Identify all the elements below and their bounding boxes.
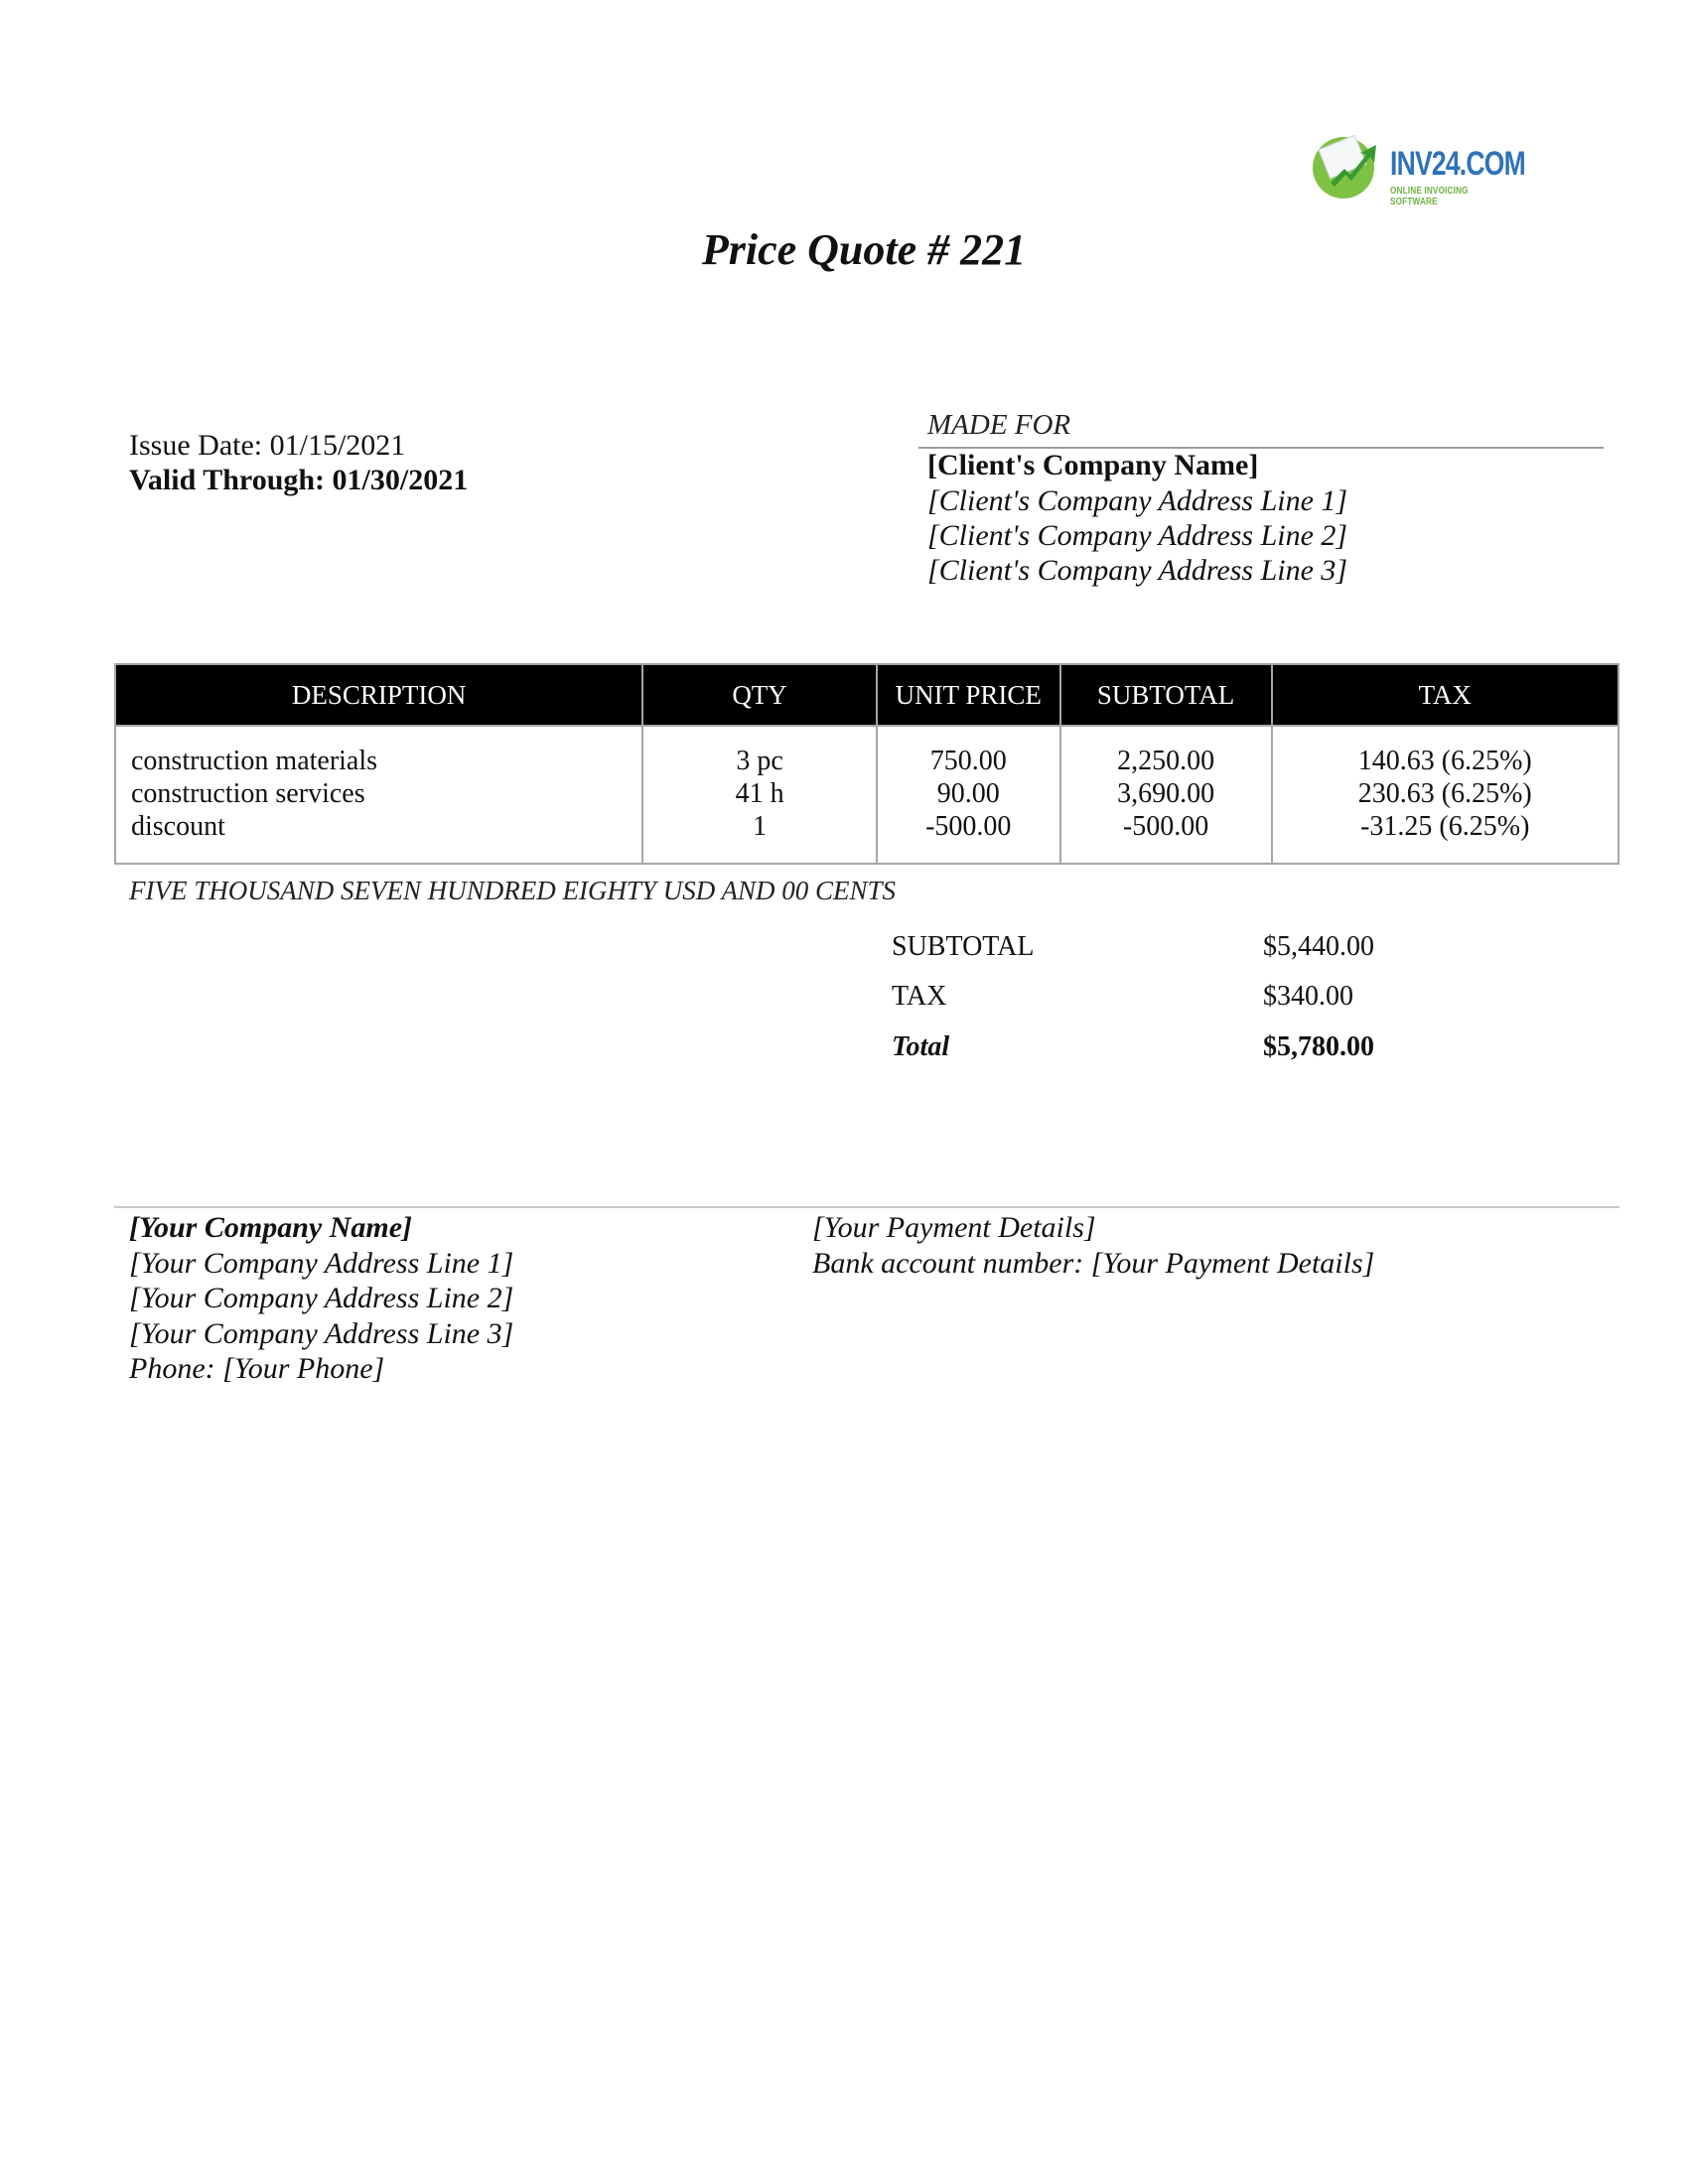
valid-through-date: Valid Through: 01/30/2021 — [129, 464, 469, 496]
your-company-address-line-1: [Your Company Address Line 1] — [129, 1247, 514, 1280]
page-title: Price Quote # 221 — [701, 225, 1027, 274]
line-item-description: construction materials — [131, 746, 378, 776]
subtotal-value: $5,440.00 — [1263, 931, 1374, 962]
amount-in-words: FIVE THOUSAND SEVEN HUNDRED EIGHTY USD AND 00 CENTS — [129, 876, 897, 905]
total-value: $5,780.00 — [1263, 1031, 1374, 1062]
subtotal-label: SUBTOTAL — [892, 931, 1035, 962]
table-body-row — [115, 726, 1618, 864]
line-item-subtotal: -500.00 — [1122, 811, 1209, 842]
tax-label: TAX — [892, 981, 947, 1012]
subtotal-cell — [1060, 726, 1272, 864]
qty-cell — [642, 726, 877, 864]
line-item-tax: 140.63 (6.25%) — [1357, 746, 1532, 776]
line-item-tax: -31.25 (6.25%) — [1360, 811, 1530, 842]
column-header-unit-price: UNIT PRICE — [877, 664, 1060, 726]
logo-growth-arrow-icon — [1327, 143, 1378, 187]
line-item-tax: 230.63 (6.25%) — [1357, 778, 1532, 809]
column-header-tax: TAX — [1272, 664, 1618, 726]
column-header-subtotal: SUBTOTAL — [1060, 664, 1272, 726]
line-item-description: construction services — [131, 778, 365, 809]
line-item-subtotal: 3,690.00 — [1117, 778, 1215, 809]
line-item-subtotal: 2,250.00 — [1117, 746, 1215, 776]
line-item-unit-price: 750.00 — [929, 746, 1007, 776]
unit-price-cell — [877, 726, 1060, 864]
items-table — [114, 663, 1619, 865]
total-label: Total — [892, 1031, 950, 1062]
client-address-line-2: [Client's Company Address Line 2] — [927, 519, 1348, 552]
client-company-name: [Client's Company Name] — [927, 449, 1259, 481]
line-item-unit-price: 90.00 — [936, 778, 1000, 809]
issue-date: Issue Date: 01/15/2021 — [129, 429, 406, 462]
client-address-line-1: [Client's Company Address Line 1] — [927, 484, 1348, 517]
your-company-name: [Your Company Name] — [129, 1211, 412, 1244]
inv24-logo — [1309, 135, 1527, 207]
line-item-qty: 41 h — [735, 778, 784, 809]
your-company-address-line-2: [Your Company Address Line 2] — [129, 1282, 514, 1314]
bank-account-number: Bank account number: [Your Payment Details] — [812, 1247, 1375, 1280]
table-header-row — [115, 664, 1618, 726]
footer-divider — [114, 1206, 1619, 1208]
line-item-description: discount — [131, 811, 225, 842]
logo-name: INV24.COM — [1390, 145, 1525, 183]
line-item-qty: 1 — [753, 811, 768, 842]
your-company-address-line-3: [Your Company Address Line 3] — [129, 1317, 514, 1350]
tax-value: $340.00 — [1263, 981, 1353, 1012]
column-header-qty: QTY — [642, 664, 877, 726]
line-item-unit-price: -500.00 — [925, 811, 1012, 842]
logo-tagline: ONLINE INVOICING SOFTWARE — [1390, 186, 1469, 207]
client-address-line-3: [Client's Company Address Line 3] — [927, 554, 1348, 587]
tax-cell — [1272, 726, 1618, 864]
payment-details: [Your Payment Details] — [812, 1211, 1096, 1244]
column-header-description: DESCRIPTION — [115, 664, 642, 726]
line-item-qty: 3 pc — [736, 746, 783, 776]
your-phone: Phone: [Your Phone] — [129, 1352, 385, 1385]
description-cell — [115, 726, 642, 864]
made-for-heading: MADE FOR — [927, 409, 1071, 441]
